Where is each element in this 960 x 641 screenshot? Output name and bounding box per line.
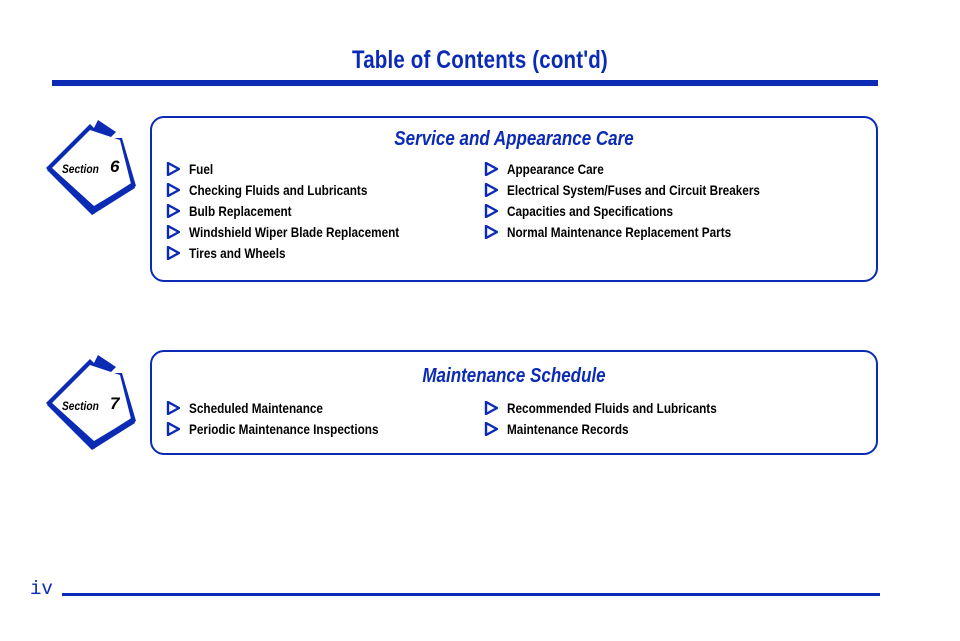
- list-item-label: Scheduled Maintenance: [189, 400, 323, 416]
- title-rule: [52, 80, 878, 86]
- list-item-label: Recommended Fluids and Lubricants: [507, 400, 717, 416]
- play-triangle-icon: [166, 401, 180, 415]
- play-triangle-icon: [484, 422, 498, 436]
- play-triangle-icon: [166, 162, 180, 176]
- list-item[interactable]: [484, 222, 774, 242]
- list-item-label: Fuel: [189, 161, 214, 177]
- list-item[interactable]: [166, 159, 218, 179]
- play-triangle-icon: [484, 183, 498, 197]
- list-item-label: Windshield Wiper Blade Replacement: [189, 224, 400, 240]
- list-item-label: Maintenance Records: [507, 421, 629, 437]
- footer-rule: [62, 593, 880, 596]
- list-item-label: Normal Maintenance Replacement Parts: [507, 224, 732, 240]
- list-item-label: Periodic Maintenance Inspections: [189, 421, 379, 437]
- play-triangle-icon: [484, 225, 498, 239]
- list-item[interactable]: [166, 180, 401, 200]
- list-item[interactable]: [484, 180, 808, 200]
- list-item[interactable]: [484, 419, 652, 439]
- list-item-label: Capacities and Specifications: [507, 203, 674, 219]
- list-item[interactable]: [166, 398, 348, 418]
- play-triangle-icon: [484, 162, 498, 176]
- section-tab-number: 7: [110, 394, 120, 413]
- list-item[interactable]: [166, 222, 439, 242]
- section-7-tab[interactable]: [40, 353, 140, 453]
- section-tab-label: Section: [62, 399, 99, 413]
- list-item[interactable]: [484, 201, 705, 221]
- page-number: iv: [30, 578, 53, 600]
- section-6-tab[interactable]: [40, 118, 140, 218]
- list-item-label: Electrical System/Fuses and Circuit Breakers: [507, 182, 760, 198]
- list-item[interactable]: [484, 159, 622, 179]
- list-item-label: Bulb Replacement: [189, 203, 292, 219]
- list-item[interactable]: [166, 243, 304, 263]
- page-title: Table of Contents (cont'd): [352, 46, 608, 74]
- play-triangle-icon: [166, 204, 180, 218]
- play-triangle-icon: [166, 422, 180, 436]
- list-item-label: Checking Fluids and Lubricants: [189, 182, 368, 198]
- list-item-label: Tires and Wheels: [189, 245, 286, 261]
- play-triangle-icon: [166, 183, 180, 197]
- section-6-panel: [150, 116, 878, 282]
- play-triangle-icon: [166, 225, 180, 239]
- play-triangle-icon: [166, 246, 180, 260]
- list-item-label: Appearance Care: [507, 161, 604, 177]
- section-tab-label: Section: [62, 162, 99, 176]
- section-tab-number: 6: [110, 157, 120, 176]
- list-item[interactable]: [484, 398, 757, 418]
- list-item[interactable]: [166, 419, 415, 439]
- list-item[interactable]: [166, 201, 311, 221]
- play-triangle-icon: [484, 204, 498, 218]
- play-triangle-icon: [484, 401, 498, 415]
- section-7-panel: [150, 350, 878, 455]
- panel-title: Maintenance Schedule: [422, 365, 606, 387]
- panel-title: Service and Appearance Care: [394, 128, 634, 150]
